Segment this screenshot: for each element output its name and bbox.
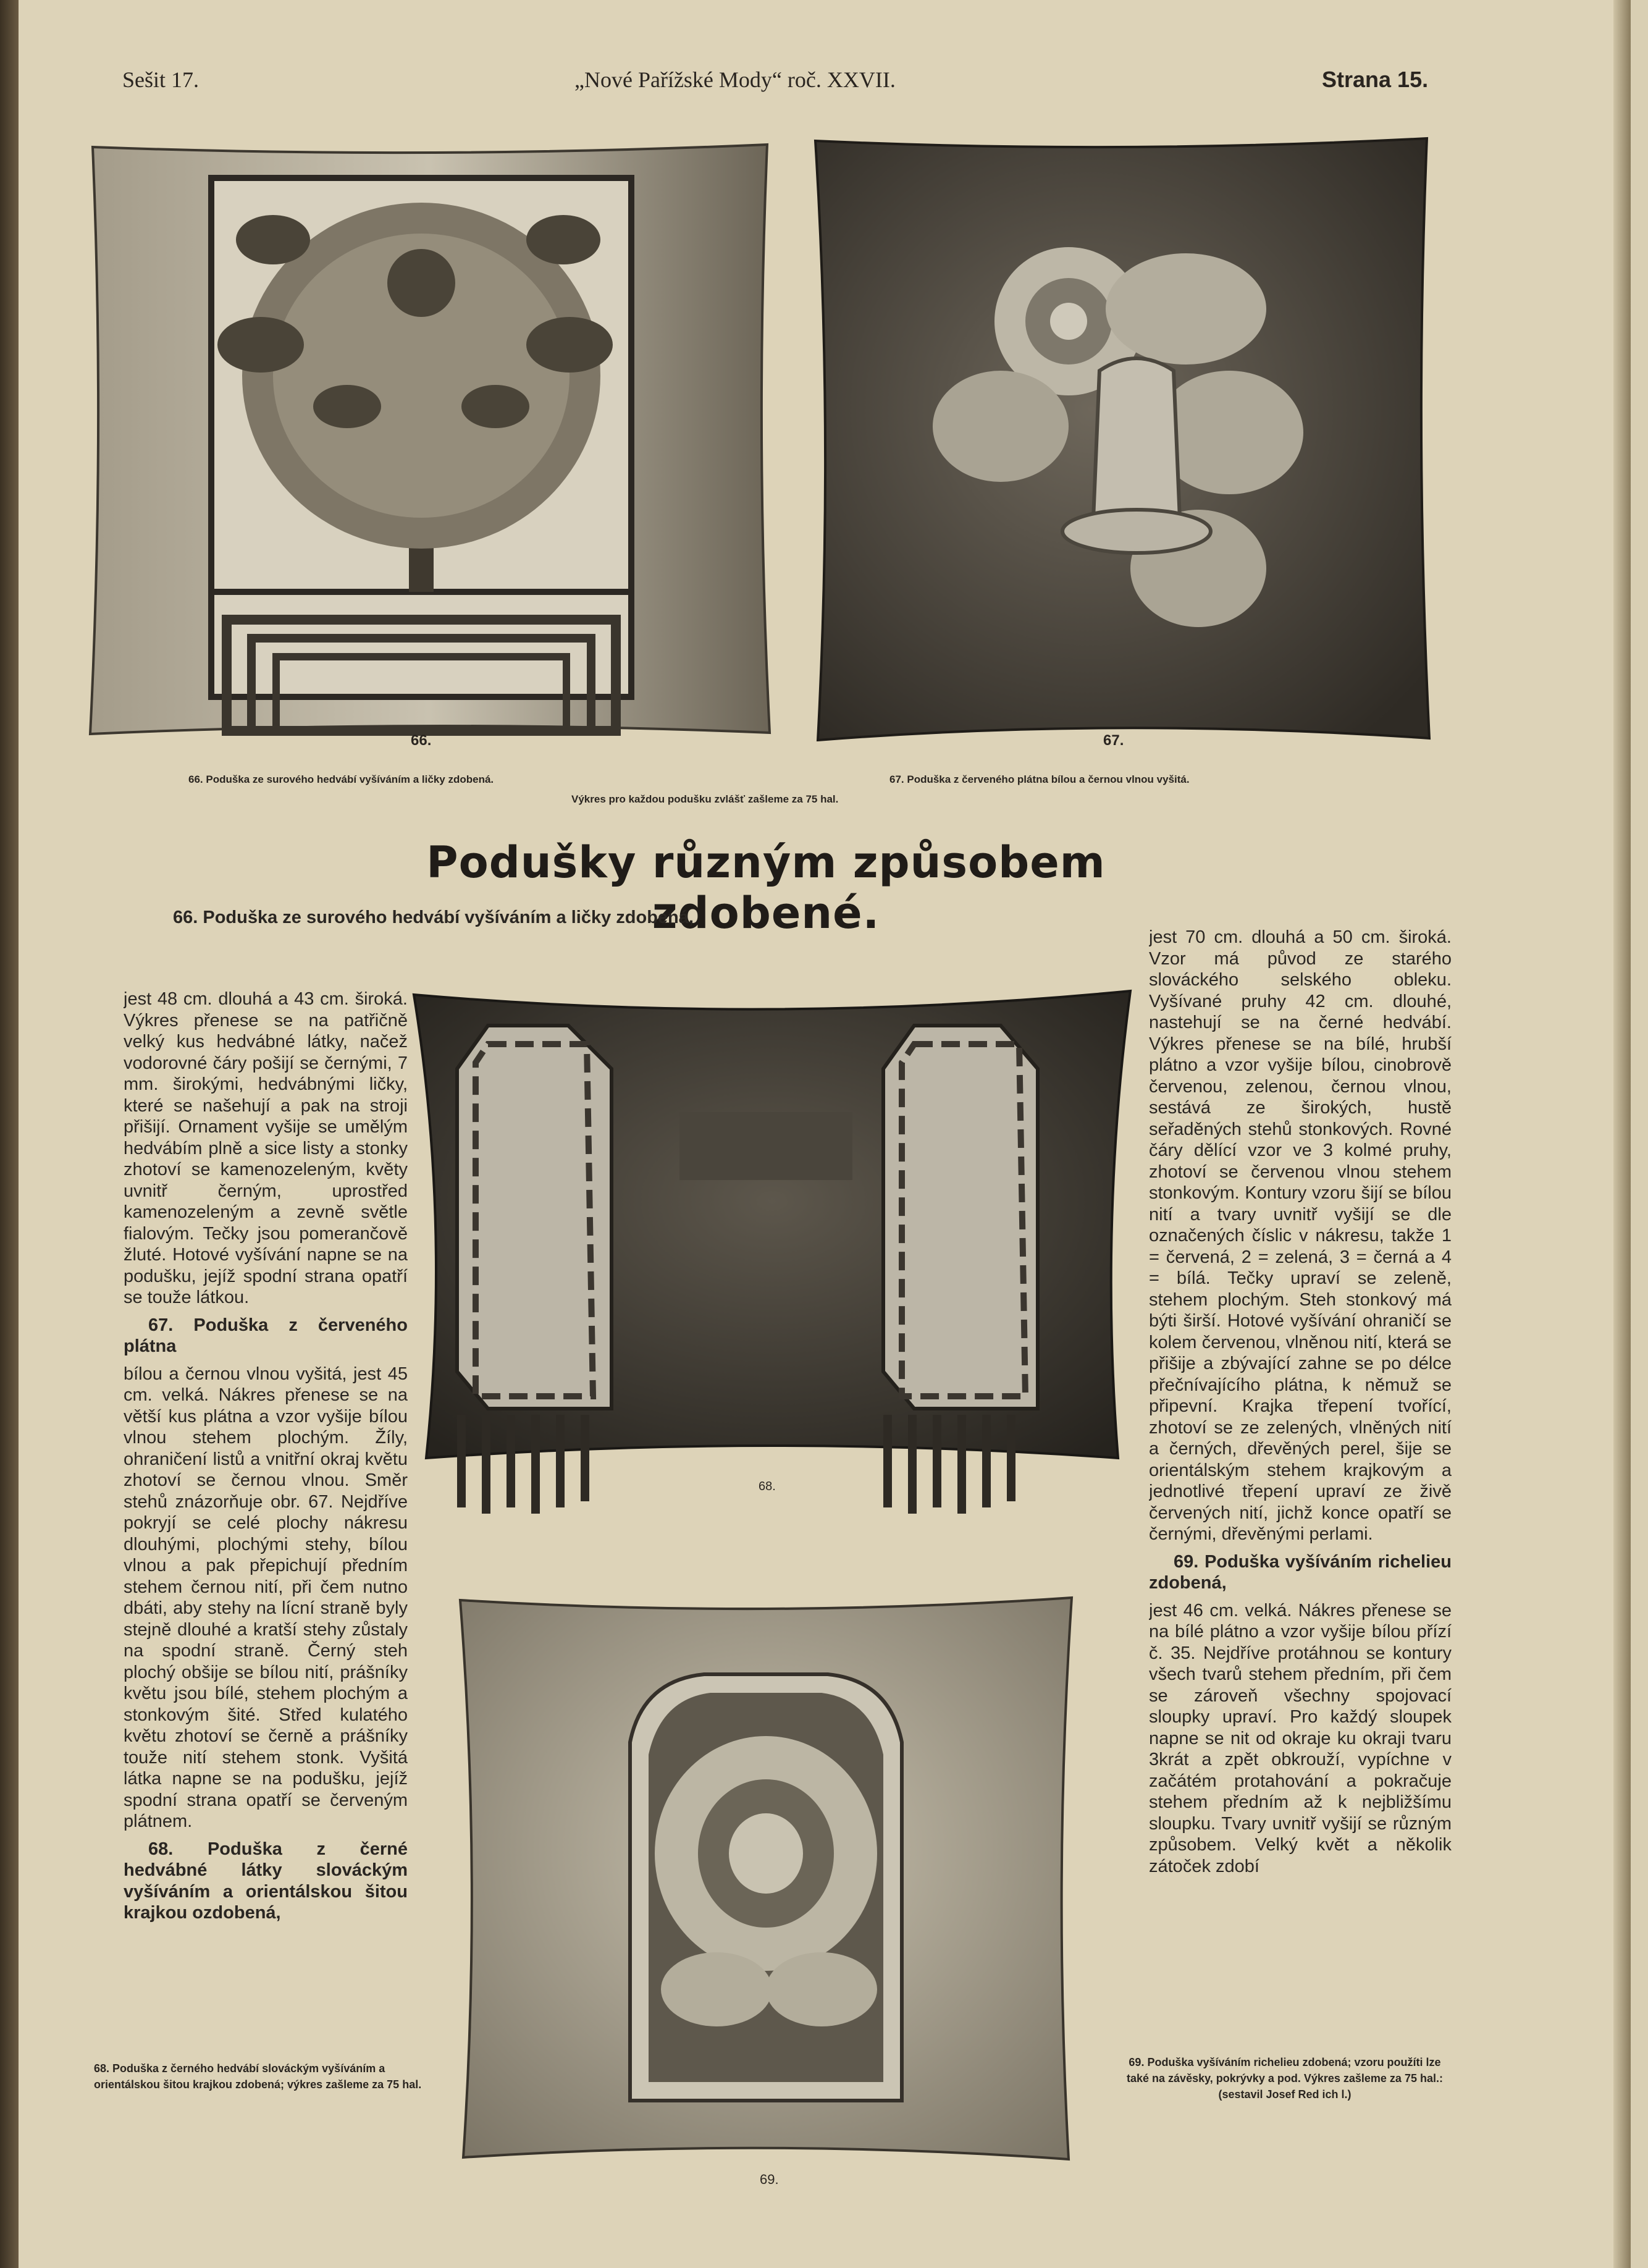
- paragraph-66-heading: 66. Poduška ze surového hedvábí vyšíváním a ličky zdobená,: [173, 908, 694, 927]
- paragraph-69-body: jest 46 cm. velká. Nákres přenese se na bílé plátno a vzor vyšije bílou přízí č. 35. Nejdříve protáhnou se kontury všech tvarů stehem předním, při čem se zároveň všechny spojovací sloupky upraví. Pro každý sloupek napne se nit od okraje ku okraji tvaru 3krát a zpět obkrouží, vypíchne v začátém protahování a pokračuje stehem předním až k nejbližšímu sloupku. Tvary uvnitř vyšijí se různým způsobem. Velký květ a několik zátoček zdobí: [1149, 1600, 1452, 1876]
- page-edge-shadow: [1613, 0, 1631, 2268]
- figure-67-pillow-image: [803, 136, 1433, 741]
- article-left-column: [124, 989, 408, 2039]
- article-title: Podušky různým způsobem zdobené.: [426, 837, 1106, 938]
- caption-69: 69. Poduška vyšíváním richelieu zdobená; vzoru použíti lze také na závěsky, pokrývky a pod. Výkres zašleme za 75 hal.: (sestavil Josef Red ich l.): [1127, 2056, 1443, 2101]
- header-magazine-title: „Nové Pařížské Mody“ roč. XXVII.: [574, 67, 896, 92]
- article-paragraph-66-top: [124, 907, 766, 935]
- figure-69-pillow-image: [457, 1594, 1075, 2162]
- figure-68-number: 68.: [759, 1480, 776, 1493]
- caption-66: 66. Poduška ze surového hedvábí vyšíváním a ličky zdobená.: [188, 774, 494, 785]
- article-right-column: [1149, 927, 1452, 2039]
- page-binding-shadow: [0, 0, 19, 2268]
- paragraph-67-body: bílou a černou vlnou vyšitá, jest 45 cm. velká. Nákres přenese se na větší kus plátna a vzor vyšije bílou vlnou stehem plochým. Žíly, ohraničení listů a vnitřní okraj květu zhotoví se černou vlnou. Směr stehů znázorňuje obr. 67. Nejdříve pokryjí se celé plochy nákresu dlouhými, plochými stehy, bílou vlnou a pak přepichují předním stehem černou nití, při čem nutno dbáti, aby stehy na lícní straně byly stejně dlouhé a kratší stehy zůstaly na spodní straně. Černý steh plochý obšije se bílou nití, prášníky květu jsou bílé, stehem plochým a stonkovým šité. Střed kulatého květu zhotoví se černě a prášníky touže nití stehem stonk. Vyšitá látka napne se na podušku, jejíž spodní strana opatří se červeným plátnem.: [124, 1364, 408, 1831]
- paragraph-68-body: jest 70 cm. dlouhá a 50 cm. široká. Vzor má původ ze starého slováckého selského obleku. Vyšívané pruhy 42 cm. dlouhé, nastehují se na černé hedvábí. Výkres přenese se na bílé, hrubší plátno a vzor vyšije bílou, cinobrově červenou, zelenou, černou vlnou, sestává ze širokých, hustě seřaděných stehů stonkových. Rovné čáry dělící vzor ve 3 kolmé pruhy, zhotoví se červenou vlnou stehem stonkovým. Kontury vzoru šijí se bílou nití a tvary uvnitř vyšijí se dle označených číslic v nákresu, takže 1 = červená, 2 = zelená, 3 = černá a 4 = bílá. Tečky upraví se zeleně, stehem plochým. Steh stonkový má býti širší. Hotové vyšívání ohraničí se kolem červenou, vlněnou nití, která se přišije a zbývající zahne se po délce přečnívajícího plátna, k němuž se připevní. Krajka třepení tvořící, zhotoví se ze zelených, vlněných nití a černých, dřevěných perel, šije se orientálským stehem krajkovým a jednotlivé třepení upraví ze živě červených nití, jichž konce opatří se černými, dřevěnými perlami.: [1149, 927, 1452, 1544]
- caption-common-pattern-price: Výkres pro každou podušku zvlášť zašleme za 75 hal.: [571, 793, 839, 805]
- header-issue: Sešit 17.: [122, 67, 200, 92]
- caption-68: 68. Poduška z černého hedvábí slováckým vyšíváním a orientálskou šitou krajkou zdobená; výkres zašleme za 75 hal.: [94, 2062, 422, 2091]
- figure-66-pillow-image: [88, 141, 772, 737]
- figure-66-number: 66.: [411, 732, 432, 749]
- caption-67: 67. Poduška z červeného plátna bílou a černou vlnou vyšitá.: [889, 774, 1190, 785]
- figure-67-number: 67.: [1103, 732, 1124, 749]
- header-page-number: Strana 15.: [1322, 67, 1429, 92]
- figure-69-number: 69.: [760, 2172, 779, 2187]
- paragraph-67-heading: 67. Poduška z červeného plátna: [124, 1315, 408, 1356]
- paragraph-66-body: jest 48 cm. dlouhá a 43 cm. široká. Výkres přenese se na patřičně velký kus hedvábné látky, načež vodorovné čáry pošijí se černými, 7 mm. širokými, hedvábnými ličky, které se našehují a pak na stroji přišijí. Ornament vyšije se umělým hedvábím plně a sice listy a stonky zhotoví se kamenozeleným, květy uvnitř černým, uprostřed kamenozeleným a zevně světle fialovým. Tečky jsou pomerančově žluté. Hotové vyšívání napne se na podušku, jejíž spodní strana opatří se touže látkou.: [124, 989, 408, 1307]
- paragraph-68-heading: 68. Poduška z černé hedvábné látky slováckým vyšíváním a orientálskou šitou krajkou ozdobená,: [124, 1839, 408, 1923]
- figure-68-pillow-image: [408, 989, 1137, 1526]
- paragraph-69-heading: 69. Poduška vyšíváním richelieu zdobená,: [1149, 1551, 1452, 1593]
